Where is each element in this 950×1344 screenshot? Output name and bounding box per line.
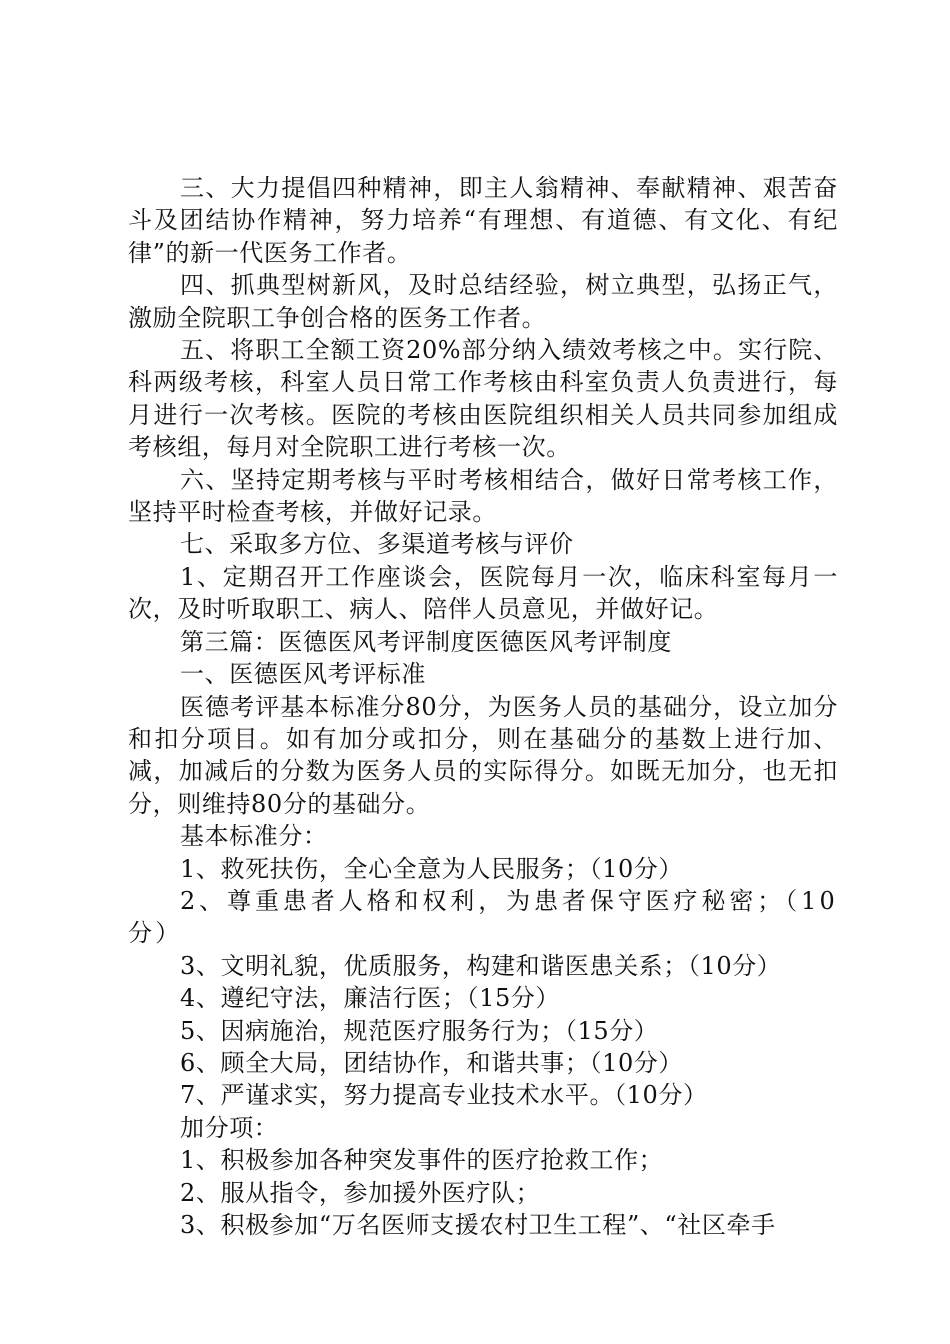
paragraph-base-score: 医德考评基本标准分80分，为医务人员的基础分，设立加分和扣分项目。如有加分或扣分，则在基础分的基数上进行加、减，加减后的分数为医务人员的实际得分。如既无加分，也无扣分，则维持80分的基础分。 (128, 692, 838, 818)
list-item-5: 5、因病施治，规范医疗服务行为；（15分） (180, 1016, 659, 1045)
list-item-6: 6、顾全大局，团结协作，和谐共事；（10分） (180, 1048, 684, 1077)
bonus-item-2: 2、服从指令，参加援外医疗队； (180, 1178, 541, 1207)
paragraph-model: 四、抓典型树新风，及时总结经验，树立典型，弘扬正气，激励全院职工争创合格的医务工作者。 (128, 271, 838, 332)
label-basic-standard: 基本标准分： (180, 822, 328, 851)
document-body (128, 172, 838, 1241)
list-item-7: 7、严谨求实，努力提高专业技术水平。（10分） (180, 1081, 708, 1110)
paragraph-regular-review: 六、坚持定期考核与平时考核相结合，做好日常考核工作，坚持平时检查考核，并做好记录。 (128, 465, 838, 527)
paragraph-salary: 五、将职工全额工资20%部分纳入绩效考核之中。实行院、科两级考核，科室人员日常工作考核由科室负责人负责进行，每月进行一次考核。医院的考核由医院组织相关人员共同参加组成考核组，每月对全院职工进行考核一次。 (128, 336, 838, 462)
list-item-2: 2、尊重患者人格和权利，为患者保守医疗秘密；（10分） (128, 886, 838, 948)
paragraph-spirit: 三、大力提倡四种精神，即主人翁精神、奉献精神、艰苦奋斗及团结协作精神，努力培养“有理想、有道德、有文化、有纪律”的新一代医务工作者。 (128, 174, 838, 267)
label-bonus-items: 加分项： (180, 1113, 279, 1142)
paragraph-multi-channel: 七、采取多方位、多渠道考核与评价 (180, 530, 574, 559)
list-item-4: 4、遵纪守法，廉洁行医；（15分） (180, 984, 561, 1013)
paragraph-meeting: 1、定期召开工作座谈会，医院每月一次，临床科室每月一次，及时听取职工、病人、陪伴人员意见，并做好记。 (128, 562, 838, 624)
list-item-3: 3、文明礼貌，优质服务，构建和谐医患关系；（10分） (180, 951, 782, 980)
bonus-item-1: 1、积极参加各种突发事件的医疗抢救工作； (180, 1146, 664, 1175)
bonus-item-3: 3、积极参加“万名医师支援农村卫生工程”、“社区牵手 (180, 1211, 776, 1239)
section-subtitle: 一、医德医风考评标准 (180, 660, 426, 689)
list-item-1: 1、救死扶伤，全心全意为人民服务；（10分） (180, 854, 684, 883)
section-title: 第三篇：医德医风考评制度医德医风考评制度 (180, 627, 672, 656)
